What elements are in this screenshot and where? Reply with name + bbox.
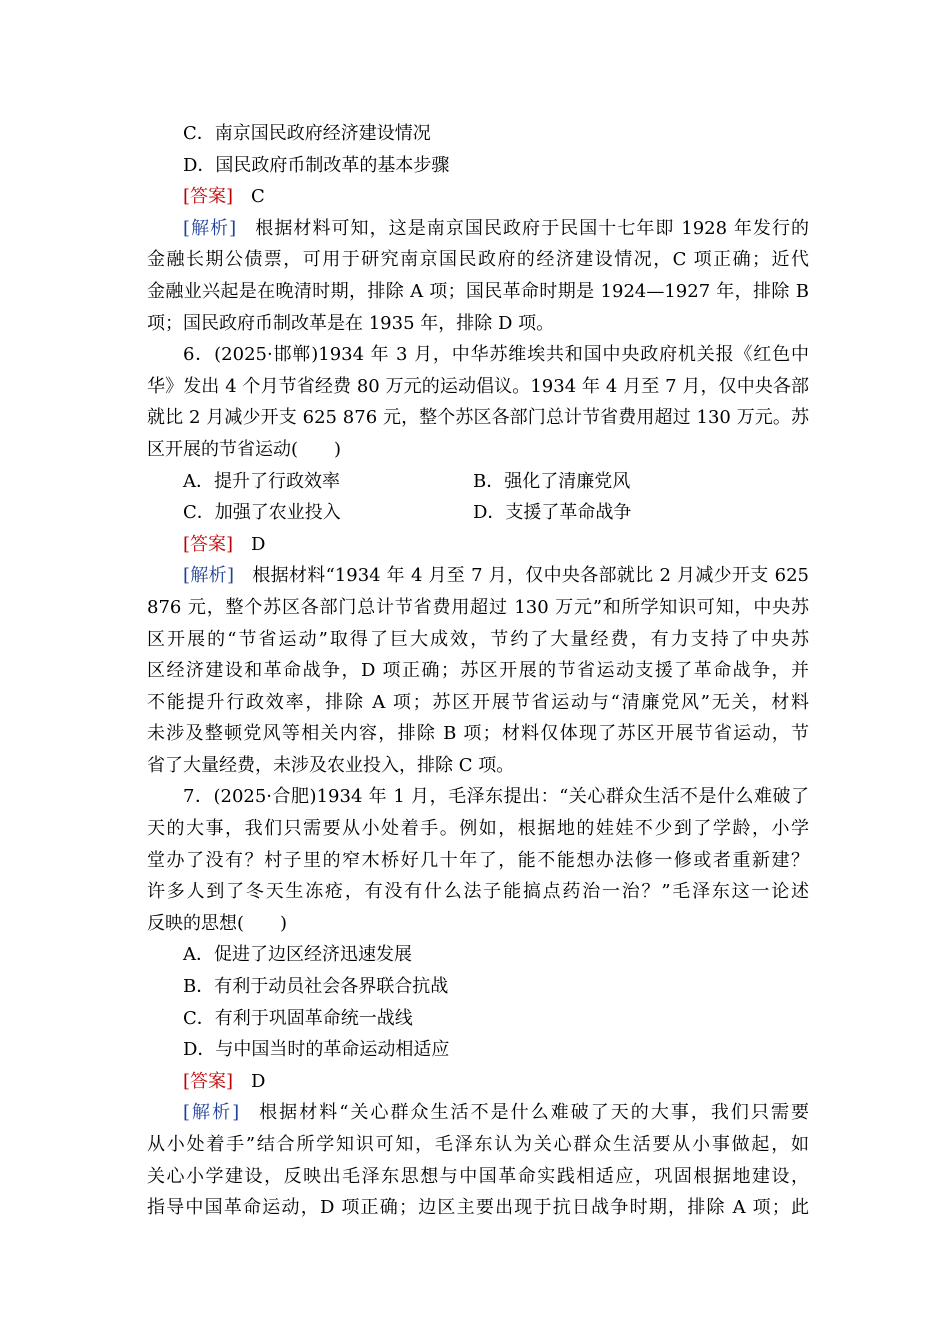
q6-answer: [147, 529, 809, 561]
analysis-tag: [解析]: [183, 565, 234, 587]
q6-analysis-line-2: 876 元，整个苏区各部门总计节省费用超过 130 万元”和所学知识可知，中央苏: [147, 596, 809, 618]
q6-options-row-2: [147, 497, 809, 529]
prev-option-d: D．国民政府币制改革的基本步骤: [183, 154, 450, 176]
answer-tag: [答案]: [183, 186, 234, 208]
document-page: [147, 118, 809, 1224]
q6-analysis-line-5: 不能提升行政效率，排除 A 项；苏区开展节省运动与“清廉党风”无关，材料: [147, 691, 809, 713]
q7-answer: [147, 1066, 809, 1098]
q6-analysis-line-6: 未涉及整顿党风等相关内容，排除 B 项；材料仅体现了苏区开展节省运动，节: [147, 723, 809, 745]
analysis-text: 根据材料“1934 年 4 月至 7 月，仅中央各部就比 2 月减少开支 625: [252, 565, 809, 587]
q6-option-a: A．提升了行政效率: [183, 470, 340, 492]
prev-analysis-line-1: [147, 213, 809, 245]
analysis-text: 根据材料可知，这是南京国民政府于民国十七年即 1928 年发行的: [254, 217, 809, 239]
prev-analysis-line-3: 金融业兴起是在晚清时期，排除 A 项；国民革命时期是 1924—1927 年，排除 B: [147, 280, 809, 302]
answer-value: C: [251, 186, 265, 208]
q7-analysis-line-1: [147, 1097, 809, 1129]
q7-analysis-line-3: 关心小学建设，反映出毛泽东思想与中国革命实践相适应，巩固根据地建设，: [147, 1165, 809, 1187]
prev-analysis-line-4: 项；国民政府币制改革是在 1935 年，排除 D 项。: [147, 312, 555, 334]
answer-tag: [答案]: [183, 533, 234, 555]
q6-option-b: B．强化了清廉党风: [473, 470, 631, 492]
q7-stem-line-4: 许多人到了冬天生冻疮，有没有什么法子能搞点药治一治？”毛泽东这一论述: [147, 881, 809, 903]
q7-stem-line-3: 堂办了没有？村子里的窄木桥好几十年了，能不能想办法修一修或者重新建？: [147, 849, 809, 871]
q7-stem-line-5: 反映的思想( ): [147, 912, 288, 934]
q6-option-c: C．加强了农业投入: [183, 502, 341, 524]
q7-stem-line-2: 天的大事，我们只需要从小处着手。例如，根据地的娃娃不少到了学龄，小学: [147, 818, 809, 840]
prev-answer: [147, 181, 809, 213]
q6-analysis-line-1: [147, 560, 809, 592]
q6-analysis-line-7: 省了大量经费，未涉及农业投入，排除 C 项。: [147, 754, 515, 776]
q7-stem-line-1: 7．(2025·合肥)1934 年 1 月，毛泽东提出：“关心群众生活不是什么难破了: [183, 786, 809, 808]
q6-options-row-1: [147, 466, 809, 498]
q6-analysis-line-4: 区经济建设和革命战争，D 项正确；苏区开展的节省运动支援了革命战争，并: [147, 660, 809, 682]
q7-option-a: A．促进了边区经济迅速发展: [183, 944, 412, 966]
analysis-tag: [解析]: [183, 1102, 240, 1124]
q6-stem-line-2: 华》发出 4 个月节省经费 80 万元的运动倡议。1934 年 4 月至 7 月，仅中央各部: [147, 375, 809, 397]
q7-option-c: C．有利于巩固革命统一战线: [183, 1007, 413, 1029]
q6-stem-line-4: 区开展的节省运动( ): [147, 438, 342, 460]
q6-option-d: D．支援了革命战争: [473, 502, 632, 524]
q6-stem-line-3: 就比 2 月减少开支 625 876 元，整个苏区各部门总计节省费用超过 130 万元。苏: [147, 407, 809, 429]
q6-analysis-line-3: 区开展的“节省运动”取得了巨大成效，节约了大量经费，有力支持了中央苏: [147, 628, 809, 650]
analysis-tag: [解析]: [183, 217, 237, 239]
prev-analysis-line-2: 金融长期公债票，可用于研究南京国民政府的经济建设情况，C 项正确；近代: [147, 249, 809, 271]
q6-stem-line-1: 6．(2025·邯郸)1934 年 3 月，中华苏维埃共和国中央政府机关报《红色中: [183, 344, 809, 366]
analysis-text: 根据材料“关心群众生活不是什么难破了天的大事，我们只需要: [257, 1102, 809, 1124]
q7-option-d: D．与中国当时的革命运动相适应: [183, 1039, 450, 1061]
answer-value: D: [251, 533, 266, 555]
q7-option-b: B．有利于动员社会各界联合抗战: [183, 976, 449, 998]
prev-option-c: C．南京国民政府经济建设情况: [183, 123, 431, 144]
q7-analysis-line-4: 指导中国革命运动，D 项正确；边区主要出现于抗日战争时期，排除 A 项；此: [147, 1197, 809, 1219]
answer-value: D: [251, 1070, 266, 1092]
answer-tag: [答案]: [183, 1070, 234, 1092]
q7-analysis-line-2: 从小处着手”结合所学知识可知，毛泽东认为关心群众生活要从小事做起，如: [147, 1134, 809, 1155]
